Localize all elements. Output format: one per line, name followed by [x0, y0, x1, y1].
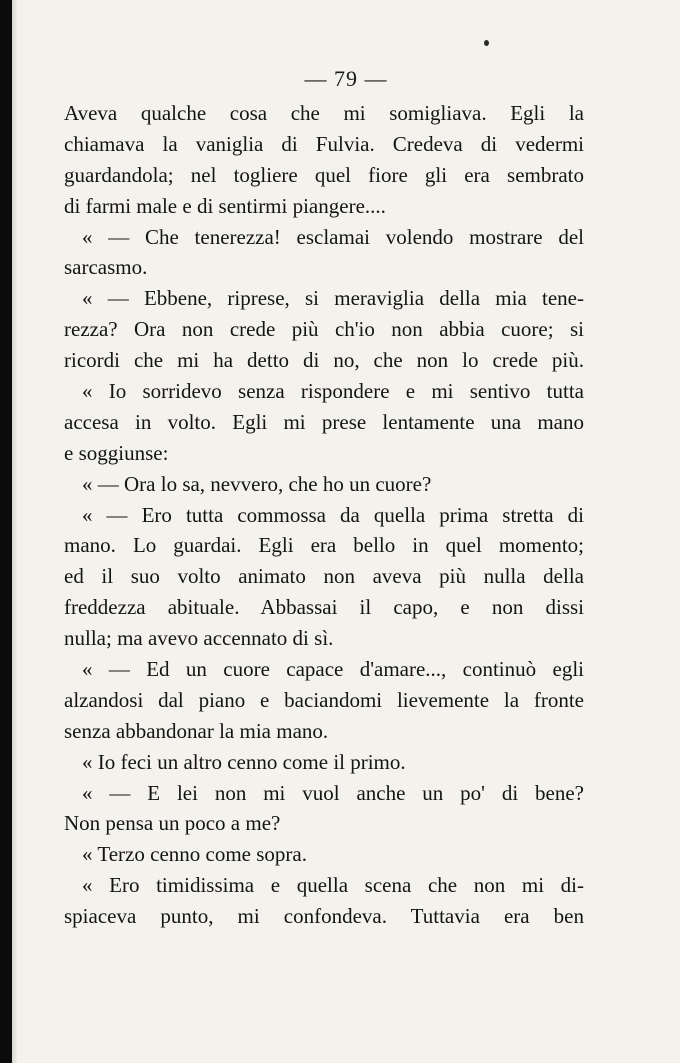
text-line: spiaceva punto, mi confondeva. Tuttavia era ben: [64, 904, 584, 929]
text-line: « — Ora lo sa, nevvero, che ho un cuore?: [82, 471, 432, 496]
text-line: sarcasmo.: [64, 255, 148, 280]
text-line: « — Ero tutta commossa da quella prima stretta di: [82, 502, 584, 527]
text-line: « Terzo cenno come sopra.: [82, 842, 307, 867]
text-line: « Io sorridevo senza rispondere e mi sentivo tutta: [82, 379, 584, 404]
text-line: Non pensa un poco a me?: [64, 811, 281, 836]
text-line: « — Che tenerezza! esclamai volendo mostrare del: [82, 224, 584, 249]
text-line: alzandosi dal piano e baciandomi lievemente la fronte: [64, 687, 584, 712]
text-line: ricordi che mi ha detto di no, che non lo crede più.: [64, 348, 584, 373]
text-line: rezza? Ora non crede più ch'io non abbia cuore; si: [64, 317, 584, 342]
book-page: [12, 0, 680, 1063]
text-line: nulla; ma avevo accennato di sì.: [64, 626, 334, 651]
text-line: e soggiunse:: [64, 440, 169, 465]
text-line: « — Ed un cuore capace d'amare..., continuò egli: [82, 657, 584, 682]
body-text: [64, 98, 584, 932]
text-line: di farmi male e di sentirmi piangere....: [64, 193, 386, 218]
text-line: « — Ebbene, riprese, si meraviglia della mia tene-: [82, 286, 584, 311]
text-line: « Io feci un altro cenno come il primo.: [82, 749, 406, 774]
text-line: senza abbandonar la mia mano.: [64, 718, 329, 743]
ink-speck: [484, 40, 489, 46]
text-line: guardandola; nel togliere quel fiore gli era sembrato: [64, 162, 584, 187]
text-line: « — E lei non mi vuol anche un po' di bene?: [82, 780, 584, 805]
text-line: Aveva qualche cosa che mi somigliava. Egli la: [64, 101, 584, 125]
text-line: ed il suo volto animato non aveva più nulla della: [64, 564, 584, 589]
text-line: mano. Lo guardai. Egli era bello in quel momento;: [64, 533, 584, 558]
page-number: — 79 —: [304, 66, 388, 91]
text-line: accesa in volto. Egli mi prese lentamente una mano: [64, 409, 584, 434]
text-line: chiamava la vaniglia di Fulvia. Credeva di vedermi: [64, 131, 584, 156]
text-line: freddezza abituale. Abbassai il capo, e non dissi: [64, 595, 584, 620]
text-line: « Ero timidissima e quella scena che non mi di-: [82, 873, 584, 898]
scan-edge-shadow: [12, 0, 18, 1063]
